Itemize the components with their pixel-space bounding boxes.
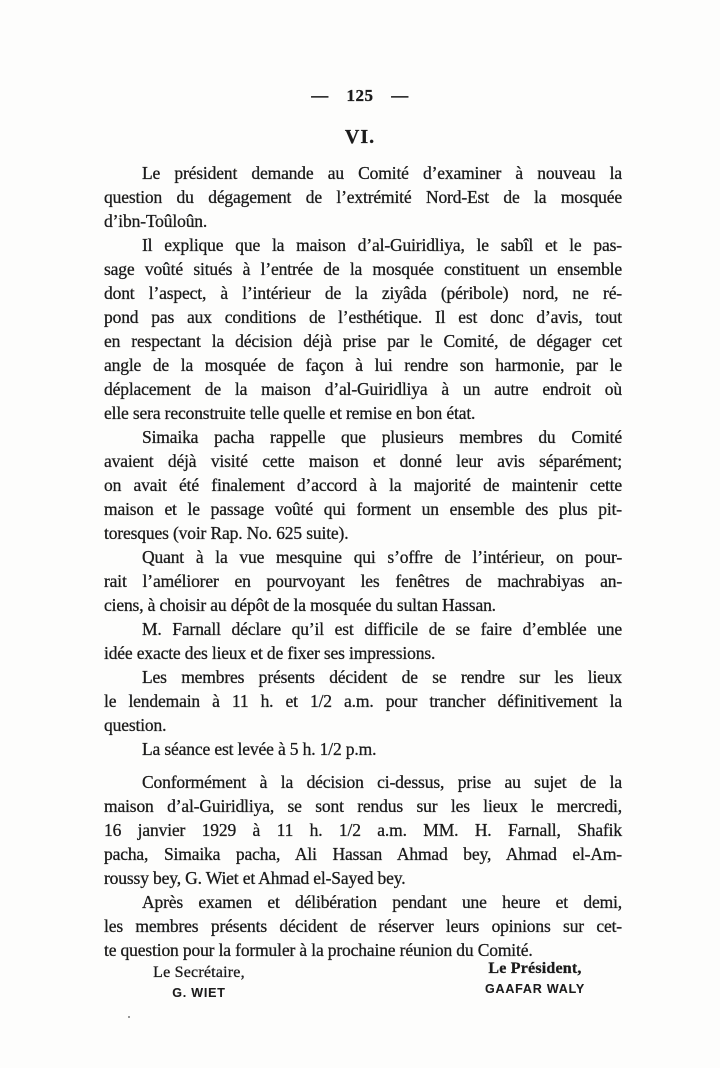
section-heading: VI. [344,126,376,148]
text-line: idée exacte des lieux et de fixer ses impressions. [104,643,436,663]
text-line: rait l’améliorer en pourvoyant les fenêtres de machrabiyas an- [104,571,622,591]
ink-speck [128,1016,130,1018]
text-line: M. Farnall déclare qu’il est difficile de se faire d’emblée une [142,619,622,639]
text-line: on avait été finalement d’accord à la majorité de maintenir cette [104,475,622,495]
text-line: ciens, à choisir au dépôt de la mosquée du sultan Hassan. [104,595,496,615]
signature-secretary-title: Le Secrétaire, [153,964,245,981]
text-line: maison et le passage voûté qui forment un ensemble des plus pit- [104,499,622,519]
text-line: Conformément à la décision ci-dessus, prise au sujet de la [142,772,622,792]
text-line: Il explique que la maison d’al-Guiridliya, le sabîl et le pas- [142,235,622,255]
signature-secretary-name: G. WIET [172,986,226,1000]
text-line: les membres présents décident de réserver leurs opinions sur cet- [104,916,622,936]
text-line: avaient déjà visité cette maison et donné leur avis séparément; [104,451,622,471]
signature-president-title: Le Président, [488,960,582,977]
text-line: le lendemain à 11 h. et 1/2 a.m. pour trancher définitivement la [104,691,622,711]
signature-president-name: GAAFAR WALY [484,982,585,996]
text-line: Quant à la vue mesquine qui s’offre de l’intérieur, on pour- [142,547,622,567]
text-line: La séance est levée à 5 h. 1/2 p.m. [142,739,377,759]
text-line: sage voûté situés à l’entrée de la mosquée constituent un ensemble [104,259,622,279]
text-line: pacha, Simaika pacha, Ali Hassan Ahmad bey, Ahmad el-Am- [104,844,622,864]
page-number: — 125 — [311,86,409,105]
body-text [104,161,622,962]
text-line: Le président demande au Comité d’examiner à nouveau la [142,163,622,183]
text-line: te question pour la formuler à la prochaine réunion du Comité. [104,940,533,960]
text-line: 16 janvier 1929 à 11 h. 1/2 a.m. MM. H. Farnall, Shafik [104,820,622,840]
signature-secretary [134,964,264,1000]
text-line: maison d’al-Guiridliya, se sont rendus sur les lieux le mercredi, [104,796,622,816]
text-line: elle sera reconstruite telle quelle et remise en bon état. [104,403,476,423]
text-line: en respectant la décision déjà prise par le Comité, de dégager cet [104,331,622,351]
signature-president [470,960,600,996]
text-line: Après examen et délibération pendant une heure et demi, [142,892,622,912]
text-line: dont l’aspect, à l’intérieur de la ziyâda (péribole) nord, ne ré- [104,283,622,303]
text-line: toresques (voir Rap. No. 625 suite). [104,523,349,543]
text-line: d’ibn-Toûloûn. [104,211,208,231]
text-line: Simaika pacha rappelle que plusieurs membres du Comité [142,427,622,447]
text-line: Les membres présents décident de se rendre sur les lieux [142,667,622,687]
text-line: question. [104,715,167,735]
text-line: roussy bey, G. Wiet et Ahmad el-Sayed bey. [104,868,406,888]
text-line: déplacement de la maison d’al-Guiridliya à un autre endroit où [104,379,622,399]
text-line: pond pas aux conditions de l’esthétique. Il est donc d’avis, tout [104,307,622,327]
text-line: question du dégagement de l’extrémité Nord-Est de la mosquée [104,187,622,207]
text-line: angle de la mosquée de façon à lui rendre son harmonie, par le [104,355,622,375]
